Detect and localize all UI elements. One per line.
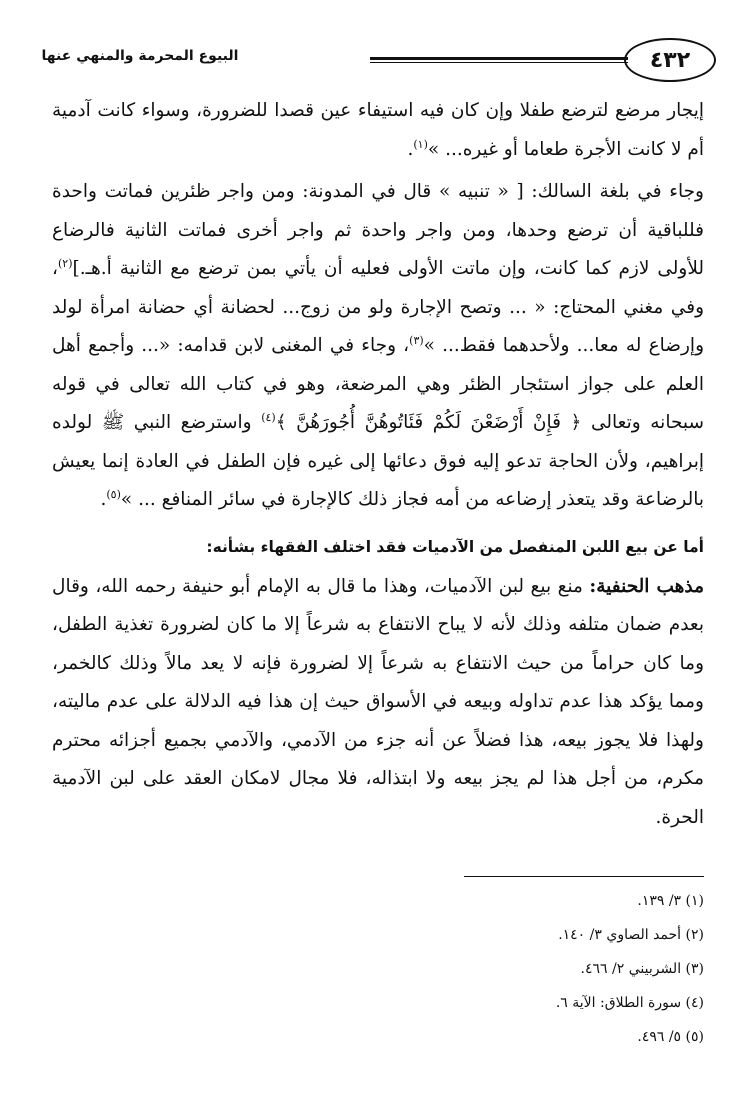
paragraph-text: واسترضع النبي ﷺ لولده إبراهيم، ولأن الحاجة تدعو إليه فوق دعائها إلى غيره فإن الطفل في العادة إنما يعيش بالرضاعة وقد يتعذر إرضاعه من أمه فجاز ذلك كالإجارة في سائر المنافع ... »	[52, 412, 704, 510]
running-title: البيوع المحرمة والمنهي عنها	[41, 48, 239, 64]
footnote: (٢) أحمد الصاوي ٣/ ١٤٠.	[558, 927, 704, 943]
footnote: (١) ٣/ ١٣٩.	[637, 893, 704, 909]
paragraph-text: إيجار مرضع لترضع طفلا وإن كان فيه استيفاء عين قصدا للضرورة، وسواء كانت آدمية أم لا كانت الأجرة طعاما أو غيره... »	[52, 100, 704, 160]
paragraph-3	[52, 568, 704, 838]
footnote-divider	[464, 876, 704, 877]
footnote-ref: (٣)	[409, 333, 424, 347]
main-text	[52, 92, 704, 837]
paragraph-2	[52, 173, 704, 520]
footnote-ref: (٤)	[261, 410, 276, 424]
header-rule	[370, 57, 628, 63]
paragraph-text: منع بيع لبن الآدميات، وهذا ما قال به الإمام أبو حنيفة رحمه الله، وقال بعدم ضمان متلفه وذلك لأنه لا يباح الانتفاع به شرعاً إلا ما كان لضرورة تغذية الطفل، وما كان حراماً من حيث الانتفاع به شرعاً إلا لضرورة فإنه لا يعد مالاً وذلك كالخمر، ومما يؤكد هذا عدم تداوله وبيعه في الأسواق حيث إن هذا فيه الدلالة على عدم ماليته، ولهذا فلا يجوز بيعه، هذا فضلاً عن أنه جزء من الآدمي، والآدمي بجميع أجزائه محترم مكرم، من أجل هذا لم يجز بيعه ولا ابتذاله، فلا مجال لامكان العقد على لبن الآدمية الحرة.	[52, 575, 705, 828]
paragraph-1	[52, 92, 704, 169]
footnote-ref: (١)	[413, 137, 428, 151]
footnote: (٥) ٥/ ٤٩٦.	[637, 1029, 704, 1045]
paragraph-text: ، وجاء في المغنى لابن قدامه: «... وأجمع أهل العلم على جواز استئجار الظئر وهي المرضعة، وهو في كتاب الله تعالى في قوله سبحانه وتعالى ﴿ فَإِنْ أَرْضَعْنَ لَكُمْ فَئَاتُوهُنَّ أُجُورَهُنَّ ﴾	[52, 335, 704, 433]
footnote: (٣) الشربيني ٢/ ٤٦٦.	[580, 961, 704, 977]
footnotes	[52, 884, 704, 1054]
paragraph-text: وجاء في بلغة السالك: [ « تنبيه » قال في المدونة: ومن واجر ظئرين فماتت واحدة فللباقية أن ترضع وحدها، ومن واجر واحدة ثم واجر أخرى فماتت الثانية فالرضاع للأولى لازم كما كانت، وإن ماتت الأولى فعليه أن يأتي بمن ترضع مع الثانية أ.هـ.]	[52, 181, 704, 279]
footnote-ref: (٢)	[57, 256, 73, 270]
paragraph-text: ، وفي مغني المحتاج: « ... وتصح الإجارة ولو من زوج... لحضانة أي حضانة امرأة لولد وإرضاع له معا... ولأحدهما فقط... »	[52, 258, 704, 356]
paragraph-end: .	[100, 489, 107, 510]
paragraph-end: .	[407, 138, 414, 160]
page-header	[40, 38, 716, 82]
section-subheading: أما عن بيع اللبن المنفصل من الآدميات فقد اختلف الفقهاء بشأنه:	[206, 537, 704, 556]
footnote-ref: (٥)	[106, 487, 121, 501]
paragraph-lead: مذهب الحنفية:	[589, 575, 704, 597]
page-number: ٤٣٢	[624, 38, 716, 82]
footnote: (٤) سورة الطلاق: الآية ٦.	[555, 995, 704, 1011]
